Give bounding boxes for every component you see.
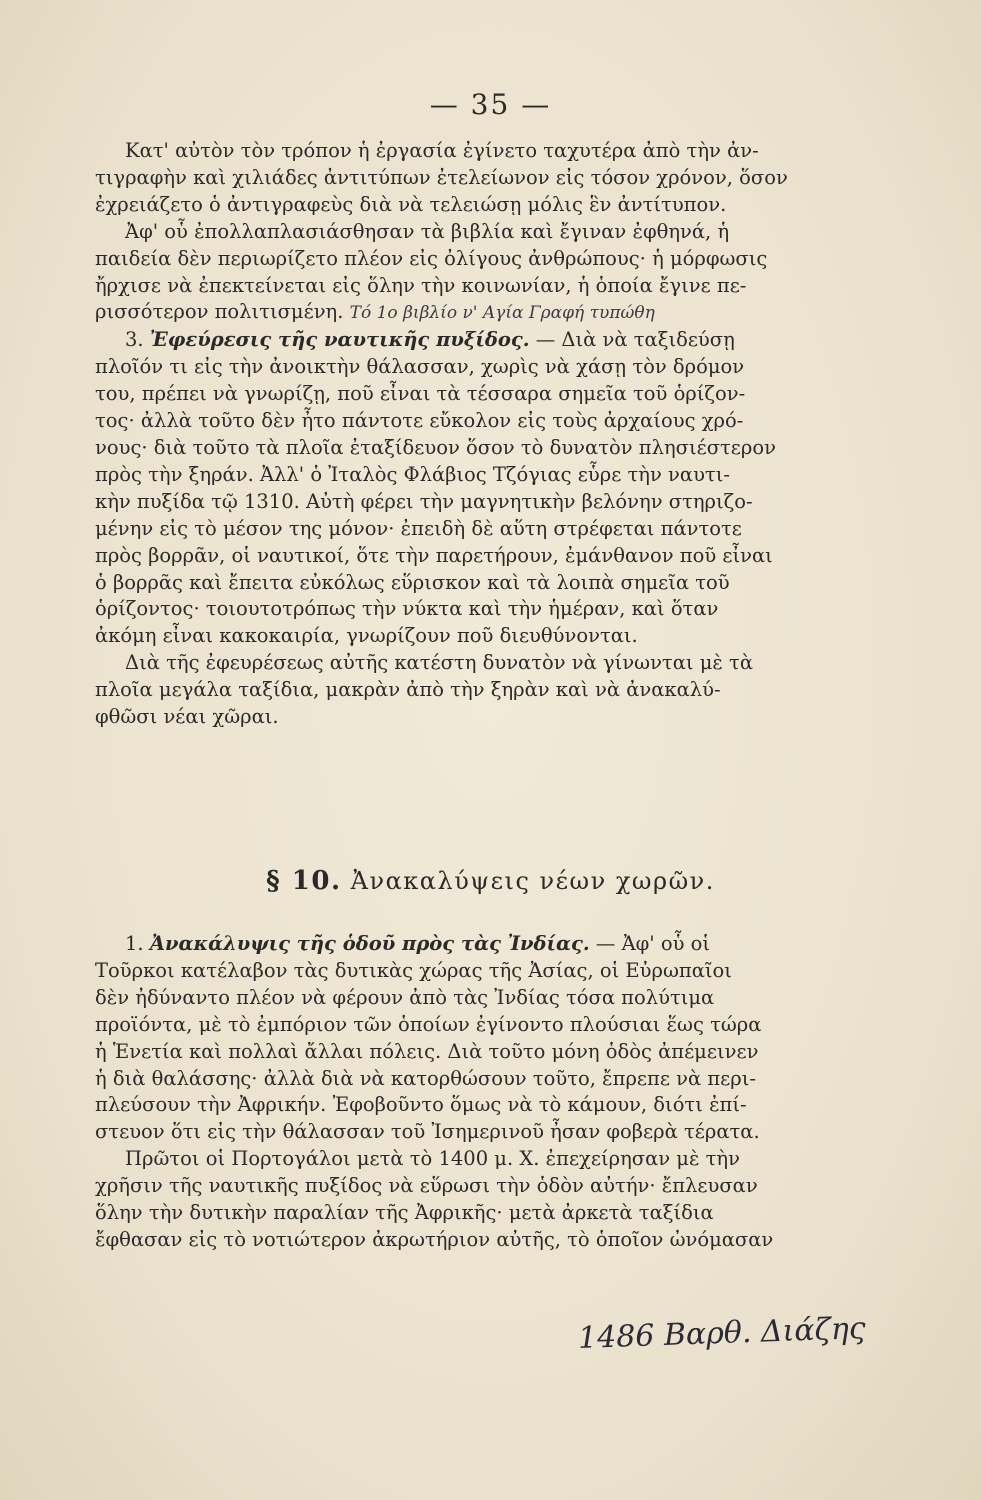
text-line: του, πρέπει νὰ γνωρίζῃ, ποῦ εἶναι τὰ τέσσαρα σημεῖα τοῦ ὁρίζον-	[95, 382, 746, 406]
handwritten-annotation: 1486 Βαρθ. Διάζης	[577, 1310, 867, 1357]
text-line: πρὸς βορρᾶν, οἱ ναυτικοί, ὅτε τὴν παρετήρουν, ἐμάνθανον ποῦ εἶναι	[95, 543, 773, 567]
text-line: πλεύσουν τὴν Ἀφρικήν. Ἐφοβοῦντο ὅμως νὰ τὸ κάμουν, διότι ἐπί-	[95, 1093, 747, 1117]
text-line: ὁρίζοντος· τοιουτοτρόπως τὴν νύκτα καὶ τὴν ἡμέραν, καὶ ὅταν	[95, 597, 719, 621]
text-line: κὴν πυξίδα τῷ 1310. Αὐτὴ φέρει τὴν μαγνητικὴν βελόνην στηριζο-	[95, 489, 753, 513]
text-line: Διὰ τῆς ἐφευρέσεως αὐτῆς κατέστη δυνατὸν νὰ γίνωνται μὲ τὰ	[125, 651, 754, 675]
subsection-title: Ἀνακάλυψις τῆς ὁδοῦ πρὸς τὰς Ἰνδίας.	[149, 932, 590, 955]
text-line: ἐχρειάζετο ὁ ἀντιγραφεὺς διὰ νὰ τελειώσῃ μόλις ἓν ἀντίτυπον.	[95, 192, 727, 216]
text-line: δὲν ἠδύναντο πλέον νὰ φέρουν ἀπὸ τὰς Ἰνδίας τόσα πολύτιμα	[95, 985, 715, 1009]
text-line: τος· ἀλλὰ τοῦτο δὲν ἦτο πάντοτε εὔκολον εἰς τοὺς ἀρχαίους χρό-	[95, 409, 744, 433]
text-block-bottom	[95, 931, 820, 1254]
section-title: Ἀνακαλύψεις νέων χωρῶν.	[350, 867, 715, 895]
text-line: ἀκόμη εἶναι κακοκαιρία, γνωρίζουν ποῦ διευθύνονται.	[95, 624, 638, 648]
section-number: § 10.	[266, 866, 342, 896]
text-line: χρῆσιν τῆς ναυτικῆς πυξίδος νὰ εὕρωσι τὴν ὁδὸν αὐτήν· ἔπλευσαν	[95, 1174, 758, 1198]
text-line: ἡ Ἑνετία καὶ πολλαὶ ἄλλαι πόλεις. Διὰ τοῦτο μόνη ὁδὸς ἀπέμεινεν	[95, 1039, 759, 1063]
text-line: φθῶσι νέαι χῶραι.	[95, 705, 279, 729]
text-fragment: ρισσότερον πολιτισμένη.	[95, 300, 344, 324]
section-heading	[0, 866, 981, 896]
text-fragment: — Ἀφ' οὗ οἱ	[589, 932, 711, 955]
handwritten-note: Τό 1ο βιβλίο ν' Αγία Γραφή τυπώθη	[349, 303, 655, 324]
subsection-heading	[95, 327, 820, 354]
text-line: στευον ὅτι εἰς τὴν θάλασσαν τοῦ Ἰσημερινοῦ ἦσαν φοβερὰ τέρατα.	[95, 1120, 760, 1144]
text-line: Πρῶτοι οἱ Πορτογάλοι μετὰ τὸ 1400 μ. Χ. ἐπεχείρησαν μὲ τὴν	[125, 1147, 740, 1171]
text-line: πρὸς τὴν ξηράν. Ἀλλ' ὁ Ἰταλὸς Φλάβιος Τζόγιας εὗρε τὴν ναυτι-	[95, 462, 730, 486]
subsection-number: 3.	[125, 328, 144, 352]
text-line: ἡ διὰ θαλάσσης· ἀλλὰ διὰ νὰ κατορθώσουν τοῦτο, ἔπρεπε νὰ περι-	[95, 1066, 756, 1090]
text-block-top	[95, 138, 820, 731]
text-line: νους· διὰ τοῦτο τὰ πλοῖα ἐταξίδευον ὅσον τὸ δυνατὸν πλησιέστερον	[95, 435, 776, 459]
text-fragment: — Διὰ νὰ ταξιδεύσῃ	[529, 328, 735, 352]
text-line: Τοῦρκοι κατέλαβον τὰς δυτικὰς χώρας τῆς Ἀσίας, οἱ Εὐρωπαῖοι	[95, 958, 732, 982]
page-number: — 35 —	[429, 88, 552, 121]
text-line: πλοῖόν τι εἰς τὴν ἀνοικτὴν θάλασσαν, χωρὶς νὰ χάσῃ τὸν δρόμον	[95, 355, 745, 379]
text-line	[95, 299, 820, 327]
text-line: ὅλην τὴν δυτικὴν παραλίαν τῆς Ἀφρικῆς· μετὰ ἀρκετὰ ταξίδια	[95, 1201, 714, 1225]
text-line: Κατ' αὐτὸν τὸν τρόπον ἡ ἐργασία ἐγίνετο ταχυτέρα ἀπὸ τὴν ἀν-	[125, 139, 759, 162]
text-line: μένην εἰς τὸ μέσον της μόνον· ἐπειδὴ δὲ αὕτη στρέφεται πάντοτε	[95, 516, 742, 540]
text-line: προϊόντα, μὲ τὸ ἐμπόριον τῶν ὁποίων ἐγίνοντο πλούσιαι ἕως τώρα	[95, 1012, 762, 1036]
text-line: παιδεία δὲν περιωρίζετο πλέον εἰς ὀλίγους ἀνθρώπους· ἡ μόρφωσις	[95, 246, 768, 270]
text-line: ὁ βορρᾶς καὶ ἔπειτα εὐκόλως εὕρισκον καὶ τὰ λοιπὰ σημεῖα τοῦ	[95, 570, 730, 594]
subsection-number: 1.	[125, 932, 144, 955]
text-line: Ἀφ' οὗ ἐπολλαπλασιάσθησαν τὰ βιβλία καὶ ἔγιναν ἐφθηνά, ἡ	[125, 219, 730, 243]
text-line: τιγραφὴν καὶ χιλιάδες ἀντιτύπων ἐτελείωνον εἰς τόσον χρόνον, ὅσον	[95, 165, 788, 189]
text-line: ἔφθασαν εἰς τὸ νοτιώτερον ἀκρωτήριον αὐτῆς, τὸ ὁποῖον ὠνόμασαν	[95, 1227, 774, 1251]
subsection-heading	[95, 931, 820, 958]
text-line: πλοῖα μεγάλα ταξίδια, μακρὰν ἀπὸ τὴν ξηρὰν καὶ νὰ ἀνακαλύ-	[95, 678, 721, 702]
text-line: ἤρχισε νὰ ἐπεκτείνεται εἰς ὅλην τὴν κοινωνίαν, ἡ ὁποία ἔγινε πε-	[95, 273, 747, 297]
subsection-title: Ἐφεύρεσις τῆς ναυτικῆς πυξίδος.	[149, 328, 530, 352]
